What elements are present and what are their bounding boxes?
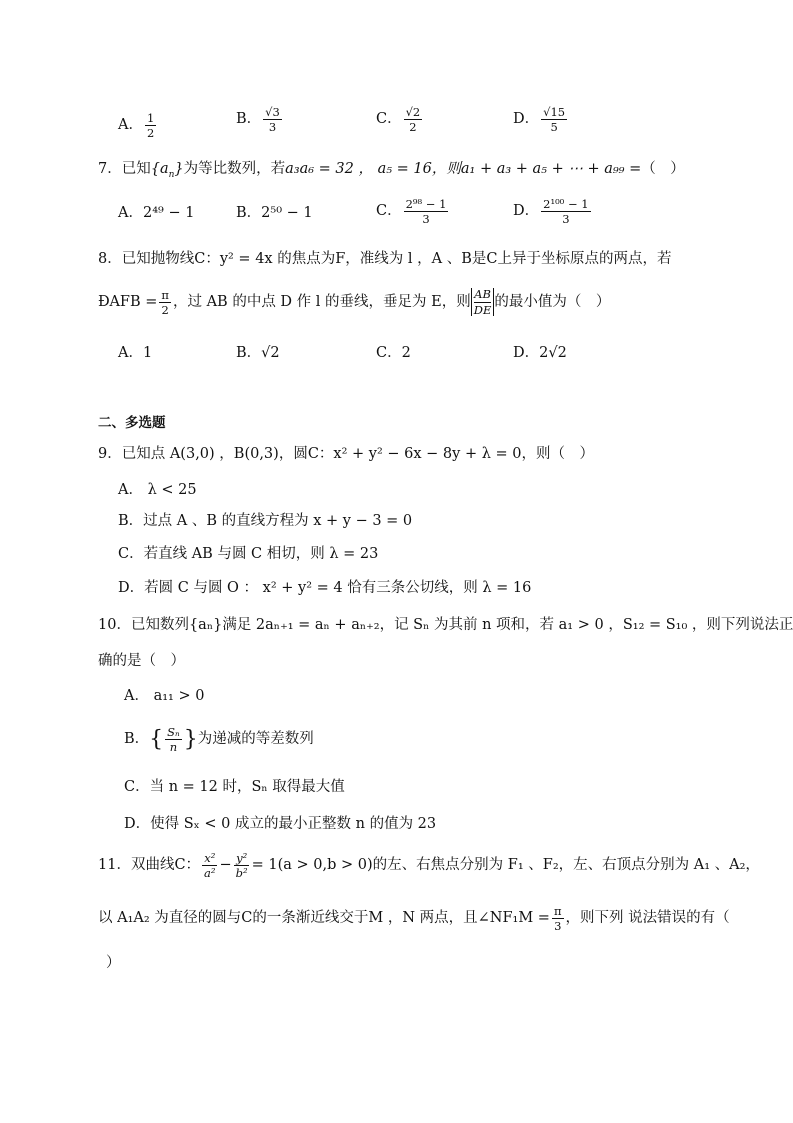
q10-option-c: C．当 n = 12 时，Sₙ 取得最大值 — [124, 779, 345, 795]
q9-option-a: A． λ < 25 — [118, 482, 197, 498]
fraction: $\frac{√2}{2}$ — [405, 105, 421, 135]
fraction: $\frac{√15}{5}$ — [543, 105, 566, 135]
fraction: $\frac{\text{Sₙ}}{n}$ — [167, 725, 180, 755]
q10-option-b: B． { $\frac{\text{Sₙ}}{n}$ } 为递减的等差数列 — [124, 725, 314, 755]
q11-stem-line3: ） — [106, 955, 121, 971]
fraction: $\frac{\pi}{3}$ — [553, 904, 562, 934]
q7-stem: 7．已知$\{a_n\}$为等比数列，若a₃a₆ = 32 ， a₅ = 16，则a₁ + a₃ + a₅ + ⋯ + a₉₉ =（ ） — [98, 161, 685, 180]
q9-option-b: B．过点 A 、B 的直线方程为 x + y − 3 = 0 — [118, 513, 413, 529]
q10-option-d: D．使得 Sₓ < 0 成立的最小正整数 n 的值为 23 — [124, 816, 437, 832]
q7-option-c: C． $\frac{\text{2⁹⁸ − 1}}{3}$ — [376, 197, 447, 227]
q10-stem-line1: 10．已知数列{aₙ}满足 2aₙ₊₁ = aₙ + aₙ₊₂，记 Sₙ 为其前 n 项和，若 a₁ > 0 ，S₁₂ = S₁₀ ，则下列说法正 — [98, 617, 793, 633]
fraction: $\frac{\text{2⁹⁸ − 1}}{3}$ — [405, 197, 447, 227]
q6-option-d: D． $\frac{√15}{5}$ — [513, 105, 566, 135]
q8-stem-line2: ÐAFB = $\frac{\pi}{2}$ ，过 AB 的中点 D 作 l 的垂线，垂足为 E，则 $\frac{AB}{DE}$ 的最小值为（ ） — [98, 287, 611, 317]
q8-option-b: B． √2 — [236, 345, 280, 361]
section-heading: 二、多选题 — [98, 415, 166, 431]
q8-option-d: D． 2√2 — [513, 345, 567, 361]
q9-option-d: D．若圆 C 与圆 O ： x² + y² = 4 恰有三条公切线，则 λ = 16 — [118, 580, 532, 596]
q8-option-a: A． 1 — [118, 345, 153, 361]
q7-option-b: B． 2⁵⁰ − 1 — [236, 205, 313, 221]
right-brace: } — [183, 726, 198, 752]
fraction: $\frac{\text{y²}}{\text{b²}}$ — [235, 851, 248, 881]
q10-option-a: A． a₁₁ > 0 — [124, 688, 205, 704]
q10-stem-line2: 确的是（ ） — [98, 653, 185, 669]
q8-option-c: C． 2 — [376, 345, 411, 361]
q8-stem-line1: 8．已知抛物线C：y² = 4x 的焦点为F，准线为 l ，A 、B是C上异于坐标原点的两点，若 — [98, 251, 672, 267]
q11-stem-line1: 11．双曲线C： $\frac{\text{x²}}{\text{a²}}$ − $\frac{\text{y²}}{\text{b²}}$ = 1(a > 0,b > 0)的左、右焦点分别为 F₁ 、F₂，左、右顶点分别为 A₁ 、A₂， — [98, 851, 760, 881]
fraction: $\frac{\pi}{2}$ — [161, 287, 169, 317]
q6-option-c: C． $\frac{√2}{2}$ — [376, 105, 421, 135]
fraction: $\frac{\text{2¹⁰⁰ − 1}}{3}$ — [543, 197, 589, 227]
q7-option-d: D． $\frac{\text{2¹⁰⁰ − 1}}{3}$ — [513, 197, 589, 227]
q9-stem: 9．已知点 A(3,0) ，B(0,3)，圆C：x² + y² − 6x − 8y + λ = 0，则（ ） — [98, 446, 594, 462]
left-brace: { — [149, 726, 164, 752]
q6-option-a: A． $\frac{1}{2}$ — [118, 111, 155, 141]
fraction: $\frac{√3}{3}$ — [265, 105, 280, 135]
q11-stem-line2: 以 A₁A₂ 为直径的圆与C的一条渐近线交于M ，N 两点，且∠NF₁M = $\frac{\pi}{3}$ ，则下列 说法错误的有（ — [98, 904, 730, 934]
fraction: $\frac{\text{x²}}{\text{a²}}$ — [204, 851, 216, 881]
q6-option-b: B． $\frac{√3}{3}$ — [236, 105, 280, 135]
abs-fraction: $\frac{AB}{DE}$ — [471, 288, 495, 316]
q7-option-a: A． 2⁴⁹ − 1 — [118, 205, 195, 221]
q9-option-c: C．若直线 AB 与圆 C 相切，则 λ = 23 — [118, 546, 379, 562]
fraction: $\frac{1}{2}$ — [146, 111, 155, 141]
